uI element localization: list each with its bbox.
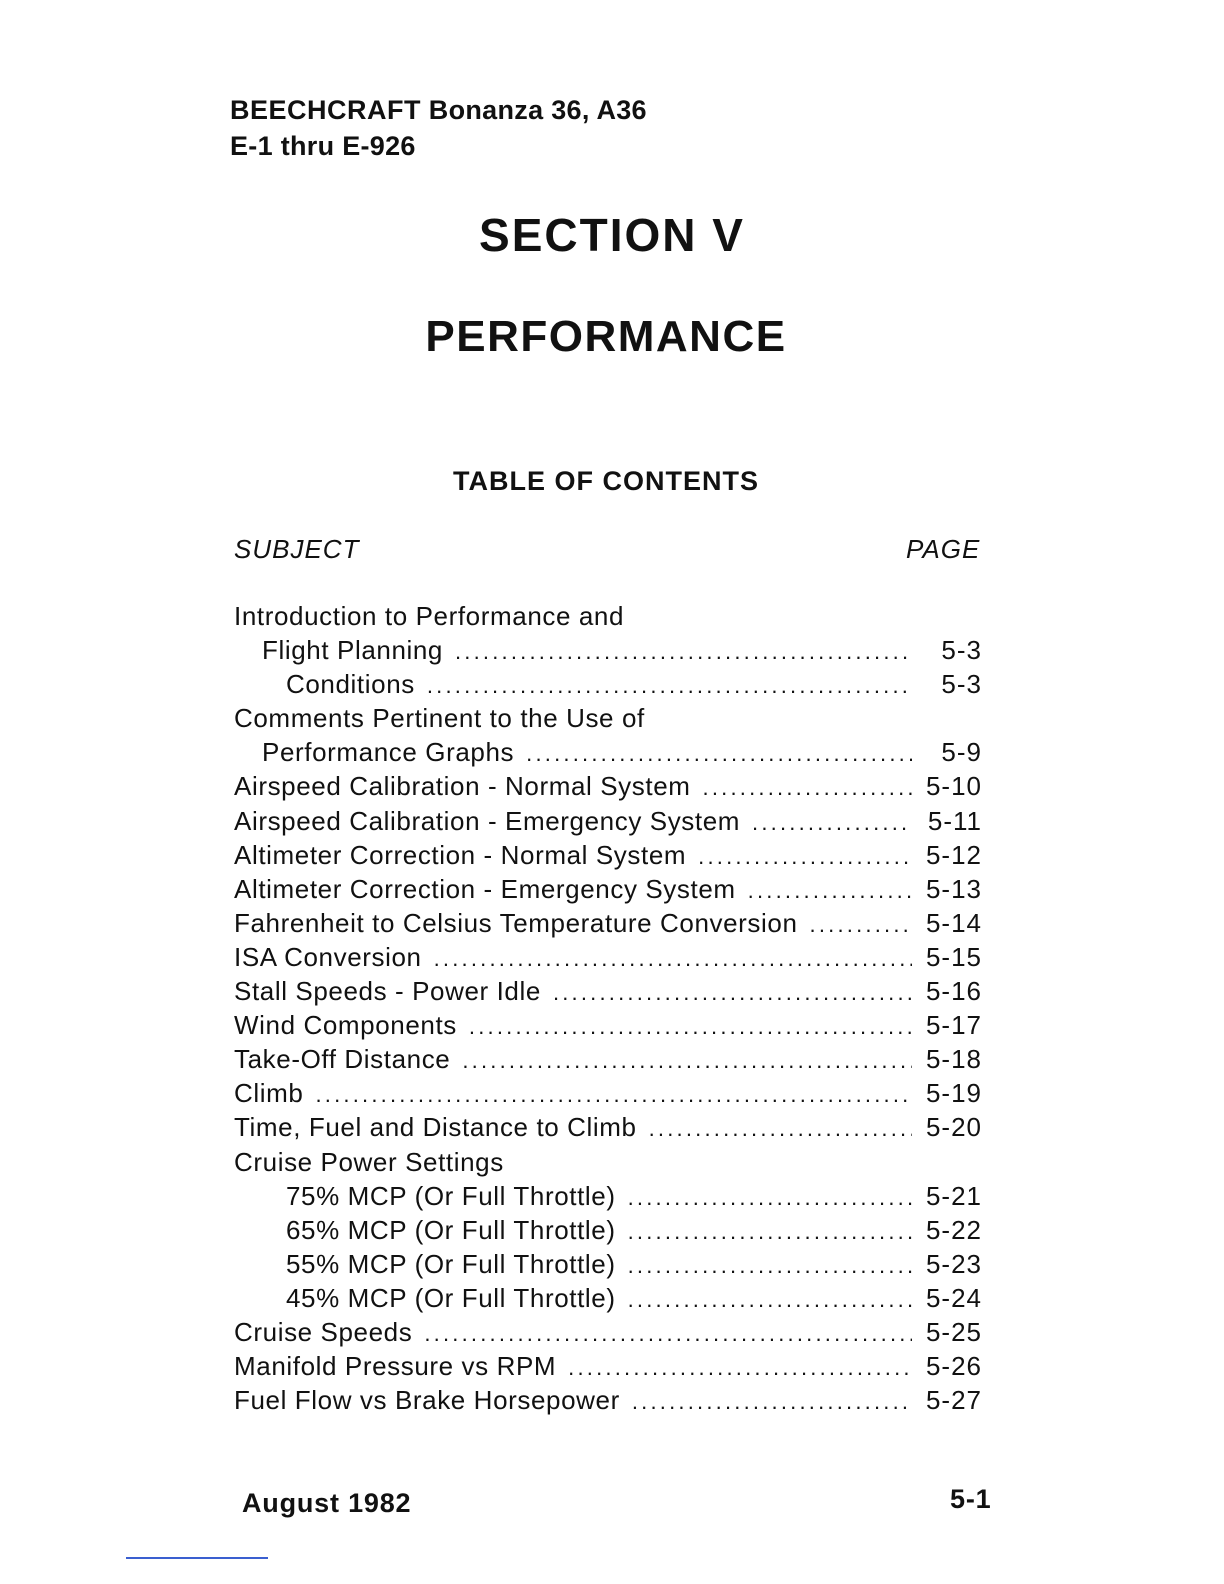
toc-entry bbox=[234, 806, 982, 840]
toc-entry-label: Airspeed Calibration - Normal System bbox=[234, 771, 691, 802]
toc-entry-label: Performance Graphs bbox=[262, 737, 515, 768]
leader-dots bbox=[315, 1082, 912, 1108]
section-title: SECTION V bbox=[479, 209, 745, 261]
toc-entry-label: Climb bbox=[234, 1078, 304, 1109]
page-column-header: PAGE bbox=[906, 534, 981, 564]
toc-entry bbox=[234, 737, 982, 771]
leader-dots bbox=[424, 1321, 912, 1347]
toc-entry bbox=[234, 1044, 982, 1078]
toc-entry bbox=[234, 942, 982, 976]
leader-dots bbox=[526, 741, 912, 767]
leader-dots bbox=[649, 1116, 912, 1142]
toc-entry-label: Fahrenheit to Celsius Temperature Conversion bbox=[234, 907, 798, 938]
toc-entry-label: Cruise Speeds bbox=[234, 1316, 413, 1347]
leader-dots bbox=[568, 1355, 912, 1381]
toc-entry bbox=[234, 874, 982, 908]
section-name: PERFORMANCE bbox=[425, 312, 787, 361]
toc-entry bbox=[234, 601, 982, 635]
toc-entry-label: Stall Speeds - Power Idle bbox=[234, 976, 541, 1007]
toc-entry-page: 5-11 bbox=[927, 805, 982, 836]
toc-entry bbox=[234, 1385, 982, 1419]
toc-entry bbox=[234, 1181, 982, 1215]
toc-entry-page: 5-17 bbox=[925, 1010, 982, 1041]
toc-entry-page: 5-19 bbox=[925, 1078, 982, 1109]
toc-entry-label: Altimeter Correction - Emergency System bbox=[234, 873, 736, 904]
toc-entry-label: Flight Planning bbox=[262, 635, 443, 666]
toc-entry bbox=[234, 1112, 982, 1146]
toc-entry-page: 5-9 bbox=[941, 737, 982, 768]
leader-dots bbox=[752, 810, 912, 836]
toc-entry bbox=[234, 703, 982, 737]
document-header bbox=[230, 92, 647, 164]
toc-entry-label: Airspeed Calibration - Emergency System bbox=[234, 805, 741, 836]
leader-dots bbox=[553, 980, 912, 1006]
leader-dots bbox=[748, 878, 912, 904]
manufacturer-name: BEECHCRAFT bbox=[230, 95, 421, 125]
toc-entry-page: 5-22 bbox=[925, 1214, 982, 1245]
toc-entry-label: 65% MCP (Or Full Throttle) bbox=[286, 1214, 616, 1245]
toc-entry-page: 5-12 bbox=[925, 839, 982, 870]
toc-entry-label: Introduction to Performance and bbox=[234, 601, 625, 631]
toc-entry-label: Fuel Flow vs Brake Horsepower bbox=[234, 1385, 620, 1416]
toc-entry-label: Comments Pertinent to the Use of bbox=[234, 703, 645, 734]
toc-entry-label: Cruise Power Settings bbox=[234, 1146, 504, 1177]
toc-entry-label: ISA Conversion bbox=[234, 941, 422, 972]
footer-date: August 1982 bbox=[242, 1488, 412, 1518]
toc-entry bbox=[234, 1010, 982, 1044]
leader-dots bbox=[632, 1389, 912, 1415]
toc-entry-page: 5-3 bbox=[941, 669, 982, 700]
toc-entry bbox=[234, 771, 982, 805]
toc-entry bbox=[234, 1215, 982, 1249]
toc-entry-page: 5-3 bbox=[941, 635, 982, 666]
toc-entry bbox=[234, 1351, 982, 1385]
leader-dots bbox=[427, 673, 912, 699]
toc-entry-page: 5-18 bbox=[925, 1044, 982, 1075]
toc-list bbox=[234, 601, 982, 1419]
leader-dots bbox=[462, 1048, 912, 1074]
toc-entry-page: 5-13 bbox=[925, 873, 982, 904]
toc-entry-page: 5-21 bbox=[925, 1180, 982, 1211]
serial-range: E-1 thru E-926 bbox=[230, 131, 416, 161]
footer-page-number: 5-1 bbox=[950, 1484, 992, 1514]
subject-column-header: SUBJECT bbox=[234, 534, 360, 564]
toc-entry-label: Altimeter Correction - Normal System bbox=[234, 839, 687, 870]
toc-entry bbox=[234, 840, 982, 874]
toc-entry bbox=[234, 976, 982, 1010]
leader-dots bbox=[455, 639, 912, 665]
toc-entry-page: 5-16 bbox=[925, 976, 982, 1007]
toc-entry-page: 5-20 bbox=[925, 1112, 982, 1143]
toc-entry-label: Wind Components bbox=[234, 1010, 457, 1041]
leader-dots bbox=[434, 946, 912, 972]
toc-entry-label: Take-Off Distance bbox=[234, 1044, 451, 1075]
leader-dots bbox=[628, 1253, 912, 1279]
toc-entry-label: 45% MCP (Or Full Throttle) bbox=[286, 1282, 616, 1313]
toc-entry-page: 5-23 bbox=[925, 1248, 982, 1279]
toc-entry bbox=[234, 1078, 982, 1112]
leader-dots bbox=[810, 912, 912, 938]
bottom-rule bbox=[126, 1557, 268, 1559]
toc-entry bbox=[234, 1283, 982, 1317]
model-name: Bonanza 36, A36 bbox=[421, 95, 647, 125]
toc-entry-page: 5-14 bbox=[925, 907, 982, 938]
toc-entry-page: 5-10 bbox=[925, 771, 982, 802]
leader-dots bbox=[469, 1014, 912, 1040]
leader-dots bbox=[628, 1219, 912, 1245]
toc-entry bbox=[234, 1147, 982, 1181]
toc-entry-page: 5-26 bbox=[925, 1351, 982, 1382]
leader-dots bbox=[703, 775, 912, 801]
toc-entry-label: 55% MCP (Or Full Throttle) bbox=[286, 1248, 616, 1279]
toc-entry bbox=[234, 669, 982, 703]
leader-dots bbox=[628, 1185, 912, 1211]
toc-entry-label: 75% MCP (Or Full Throttle) bbox=[286, 1180, 616, 1211]
toc-entry-page: 5-24 bbox=[925, 1282, 982, 1313]
toc-entry-page: 5-15 bbox=[925, 941, 982, 972]
toc-entry bbox=[234, 635, 982, 669]
toc-entry bbox=[234, 908, 982, 942]
toc-entry-label: Time, Fuel and Distance to Climb bbox=[234, 1112, 637, 1143]
toc-title: TABLE OF CONTENTS bbox=[453, 466, 759, 496]
aircraft-model-line bbox=[230, 92, 647, 128]
toc-entry-label: Manifold Pressure vs RPM bbox=[234, 1351, 557, 1382]
leader-dots bbox=[628, 1287, 912, 1313]
toc-entry bbox=[234, 1317, 982, 1351]
toc-entry bbox=[234, 1249, 982, 1283]
toc-entry-page: 5-25 bbox=[925, 1316, 982, 1347]
toc-entry-label: Conditions bbox=[286, 669, 415, 700]
leader-dots bbox=[698, 844, 912, 870]
toc-entry-page: 5-27 bbox=[925, 1385, 982, 1416]
